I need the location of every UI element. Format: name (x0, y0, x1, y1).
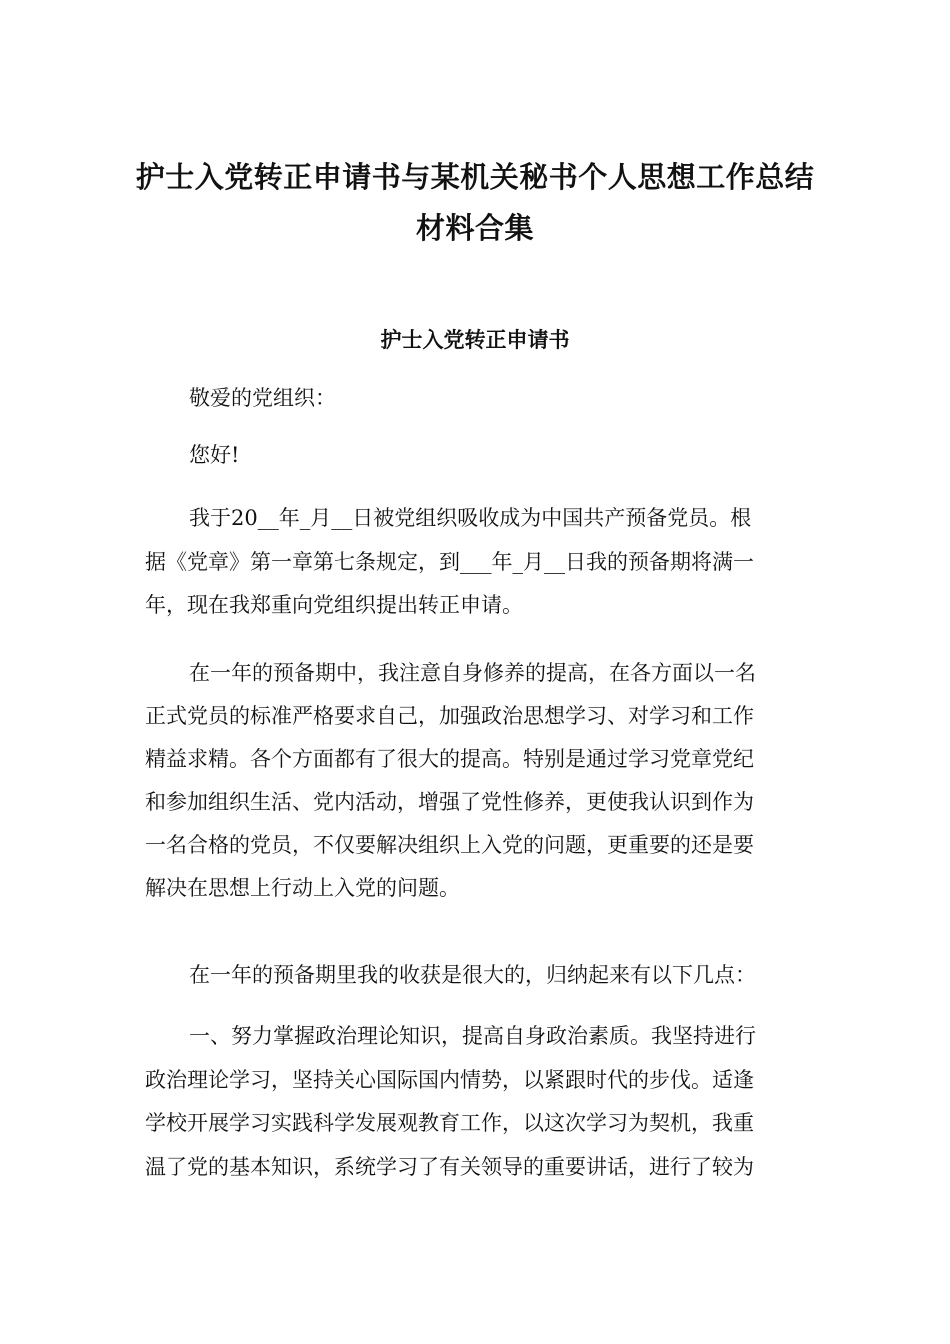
paragraph-line: 学校开展学习实践科学发展观教育工作，以这次学习为契机，我重 (145, 1111, 754, 1135)
paragraph (145, 652, 805, 910)
document-title-line: 材料合集 (415, 211, 534, 245)
paragraph-line: 我于20__年_月__日被党组织吸收成为中国共产预备党员。根 (189, 506, 752, 530)
paragraph-line: 解决在思想上行动上入党的问题。 (145, 876, 460, 900)
paragraph (145, 1015, 805, 1189)
paragraph-line: 在一年的预备期里我的收获是很大的，归纳起来有以下几点： (189, 963, 756, 987)
paragraph (145, 957, 805, 994)
paragraph-line: 和参加组织生活、党内活动，增强了党性修养，更使我认识到作为 (145, 790, 754, 814)
paragraph-line: 温了党的基本知识，系统学习了有关领导的重要讲话，进行了较为 (145, 1154, 754, 1179)
salutation (145, 437, 805, 474)
paragraph (145, 497, 805, 628)
paragraph-line: 在一年的预备期中，我注意自身修养的提高，在各方面以一名 (189, 661, 756, 685)
paragraph-line: 据《党章》第一章第七条规定，到___年_月__日我的预备期将满一 (145, 549, 754, 574)
paragraph-line: 年，现在我郑重向党组织提出转正申请。 (145, 593, 523, 617)
paragraph-line: 一名合格的党员，不仅要解决组织上入党的问题，更重要的还是要 (145, 833, 754, 857)
paragraph-line: 正式党员的标准严格要求自己，加强政治思想学习、对学习和工作 (145, 704, 754, 728)
greeting-text: 敬爱的党组织： (189, 386, 336, 410)
paragraph-line: 精益求精。各个方面都有了很大的提高。特别是通过学习党章党纪 (145, 747, 754, 771)
document-title-line: 护士入党转正申请书与某机关秘书个人思想工作总结 (135, 160, 815, 194)
section-title: 护士入党转正申请书 (380, 328, 570, 352)
paragraph-line: 政治理论学习，坚持关心国际国内情势，以紧跟时代的步伐。适逢 (145, 1067, 754, 1092)
salutation-text: 您好! (189, 443, 240, 467)
greeting (145, 380, 805, 417)
paragraph-line: 一、努力掌握政治理论知识，提高自身政治素质。我坚持进行 (189, 1024, 756, 1048)
document-title (120, 152, 830, 254)
